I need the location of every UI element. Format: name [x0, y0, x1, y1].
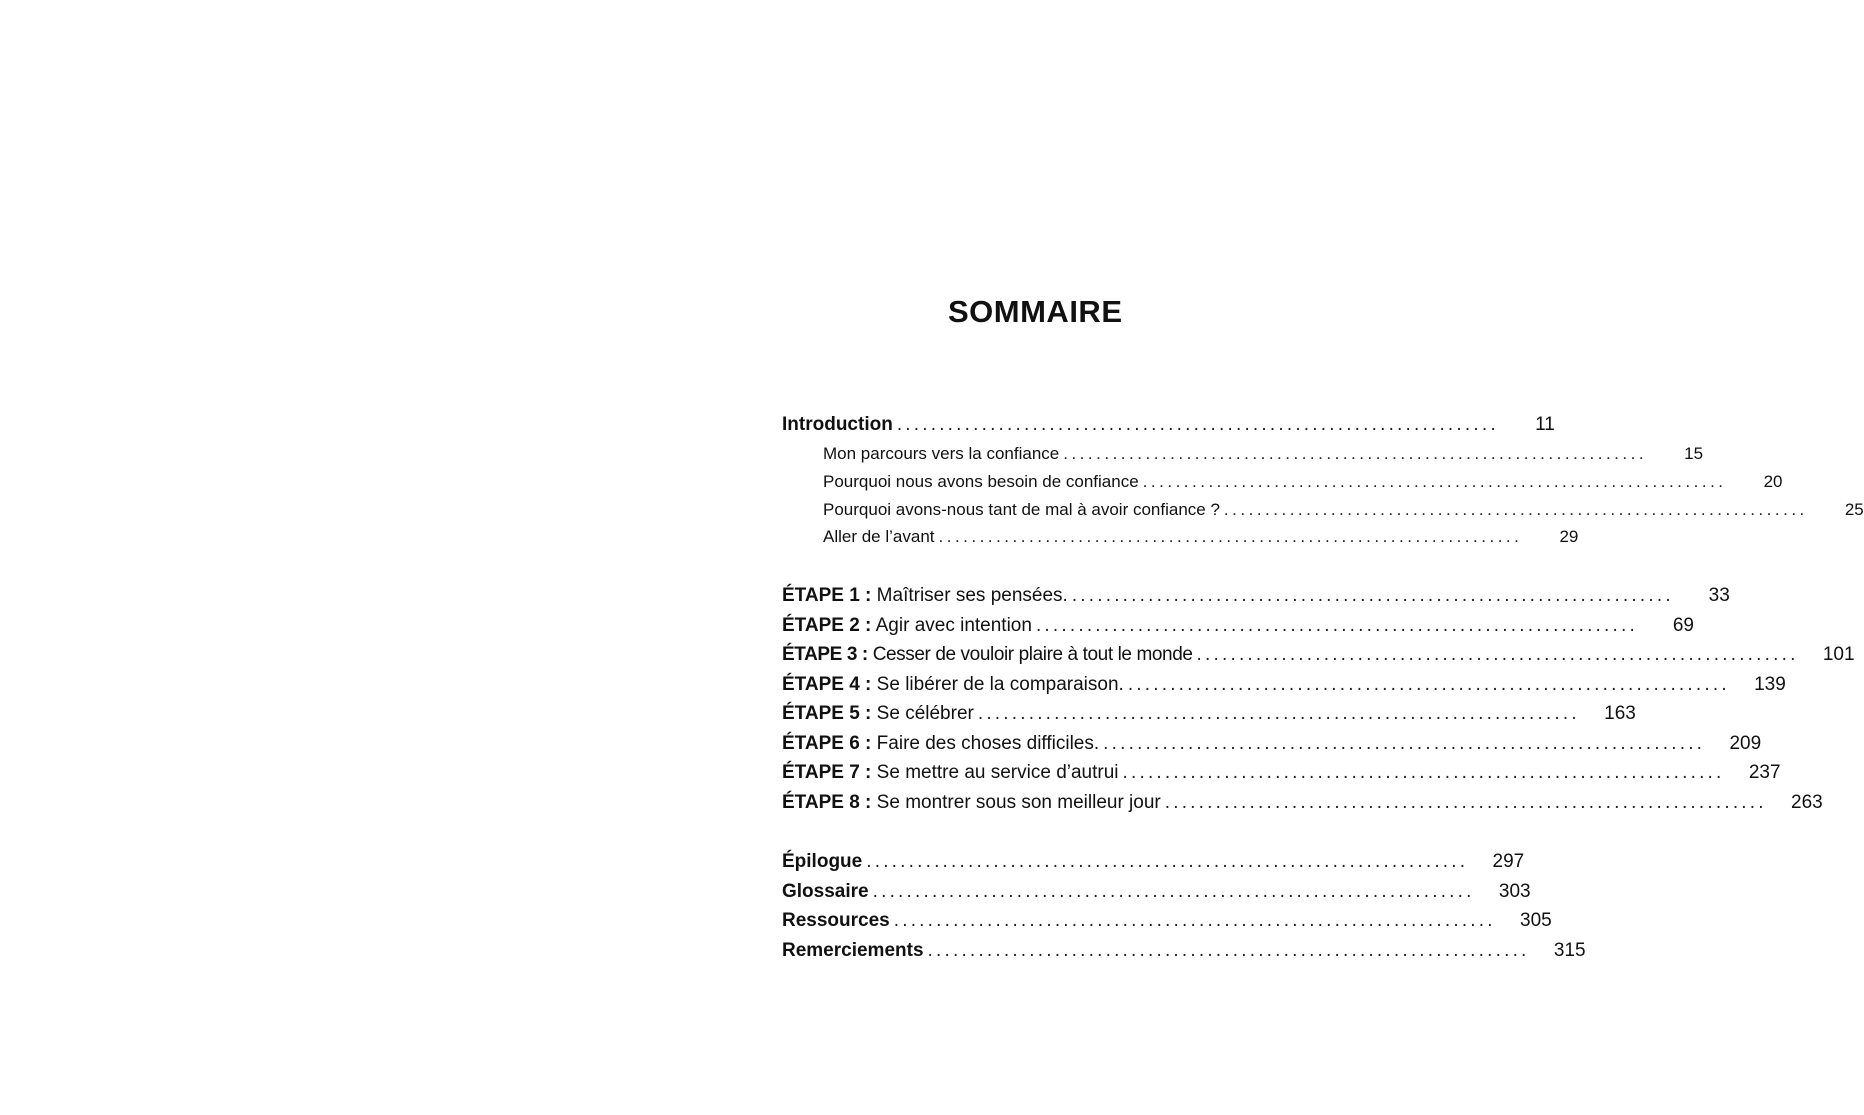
toc-subentry-label: Pourquoi nous avons besoin de confiance: [823, 472, 1139, 491]
toc-page-number: 263: [1791, 792, 1823, 813]
toc-page-number: 15: [1684, 444, 1704, 463]
dot-leader: .......................................................................: [1035, 615, 1638, 636]
step-title: Faire des choses difficiles.: [876, 733, 1100, 754]
toc-entry-step-3[interactable]: [782, 644, 1855, 674]
toc-entry-step-5[interactable]: [782, 703, 1636, 733]
dot-leader: .......................................................................: [866, 851, 1469, 872]
toc-entry-step-7[interactable]: [782, 762, 1781, 792]
dot-leader: .......................................................................: [1127, 674, 1730, 695]
toc-page-number: 163: [1604, 703, 1636, 724]
toc-page-number: 11: [1535, 414, 1555, 435]
toc-entry-introduction[interactable]: [782, 414, 1555, 444]
dot-leader: .......................................................................: [1063, 444, 1648, 463]
step-label: ÉTAPE 5 :: [782, 703, 872, 724]
dot-leader: .......................................................................: [896, 414, 1499, 435]
step-title: Se mettre au service d’autrui: [876, 762, 1119, 783]
toc-page-number: 237: [1748, 762, 1781, 783]
toc-page: [700, 0, 1864, 1115]
toc-subentry-label: Aller de l’avant: [823, 527, 935, 546]
page-title: SOMMAIRE: [948, 294, 1123, 329]
dot-leader: .......................................................................: [1142, 472, 1727, 491]
toc-subentry[interactable]: [782, 472, 1783, 502]
dot-leader: .......................................................................: [872, 881, 1475, 902]
toc-entry-ressources[interactable]: [782, 910, 1552, 940]
toc-entry-label: Introduction: [782, 414, 893, 435]
dot-leader: .......................................................................: [1223, 500, 1808, 519]
toc-page-number: 139: [1754, 674, 1786, 695]
toc-page-number: 297: [1492, 851, 1525, 872]
toc-page-number: 101: [1822, 644, 1855, 665]
dot-leader: .......................................................................: [938, 527, 1523, 546]
step-label: ÉTAPE 6 :: [782, 733, 872, 754]
toc-entry-label: Ressources: [782, 910, 890, 931]
dot-leader: .......................................................................: [977, 703, 1580, 724]
dot-leader: .......................................................................: [1196, 644, 1799, 665]
toc-page-number: 29: [1559, 527, 1579, 546]
step-label: ÉTAPE 4 :: [782, 674, 872, 695]
toc-entry-step-4[interactable]: [782, 674, 1786, 704]
toc-entry-step-6[interactable]: [782, 733, 1762, 763]
toc-page-number: 69: [1672, 615, 1694, 636]
dot-leader: .......................................................................: [893, 910, 1496, 931]
toc-entry-epilogue[interactable]: [782, 851, 1525, 881]
step-label: ÉTAPE 2 :: [782, 615, 872, 636]
step-title: Se libérer de la comparaison.: [876, 674, 1124, 695]
step-title: Se célébrer: [876, 703, 974, 724]
step-label: ÉTAPE 7 :: [782, 762, 872, 783]
dot-leader: .......................................................................: [1164, 792, 1767, 813]
toc-entry-remerciements[interactable]: [782, 940, 1586, 970]
dot-leader: .......................................................................: [1071, 585, 1674, 606]
dot-leader: .......................................................................: [1122, 762, 1725, 783]
step-title: Maîtriser ses pensées.: [876, 585, 1068, 606]
toc-entry-label: Épilogue: [782, 851, 863, 872]
toc-subentry[interactable]: [782, 500, 1864, 530]
toc-page-number: 209: [1729, 733, 1762, 754]
step-label: ÉTAPE 8 :: [782, 792, 872, 813]
toc-page-number: 303: [1498, 881, 1531, 902]
toc-page-number: 25: [1844, 500, 1864, 519]
dot-leader: .......................................................................: [927, 940, 1530, 961]
step-label: ÉTAPE 1 :: [782, 585, 872, 606]
toc-page-number: 305: [1520, 910, 1552, 931]
dot-leader: .......................................................................: [1103, 733, 1706, 754]
toc-entry-step-1[interactable]: [782, 585, 1730, 615]
blank-left-page: [0, 0, 700, 1115]
toc-page-number: 20: [1763, 472, 1783, 491]
toc-entry-label: Glossaire: [782, 881, 869, 902]
toc-subentry[interactable]: [782, 444, 1704, 474]
toc-subentry-label: Mon parcours vers la confiance: [823, 444, 1060, 463]
step-label: ÉTAPE 3 :: [782, 644, 868, 665]
toc-entry-step-8[interactable]: [782, 792, 1823, 822]
toc-entry-glossaire[interactable]: [782, 881, 1531, 911]
step-title: Cesser de vouloir plaire à tout le monde: [872, 644, 1193, 665]
step-title: Se montrer sous son meilleur jour: [876, 792, 1161, 813]
toc-subentry-label: Pourquoi avons-nous tant de mal à avoir confiance ?: [823, 500, 1220, 519]
toc-page-number: 33: [1708, 585, 1730, 606]
toc-entry-step-2[interactable]: [782, 615, 1694, 645]
toc-entry-label: Remerciements: [782, 940, 924, 961]
step-title: Agir avec intention: [875, 615, 1032, 636]
toc-subentry[interactable]: [782, 527, 1579, 557]
toc-page-number: 315: [1553, 940, 1586, 961]
